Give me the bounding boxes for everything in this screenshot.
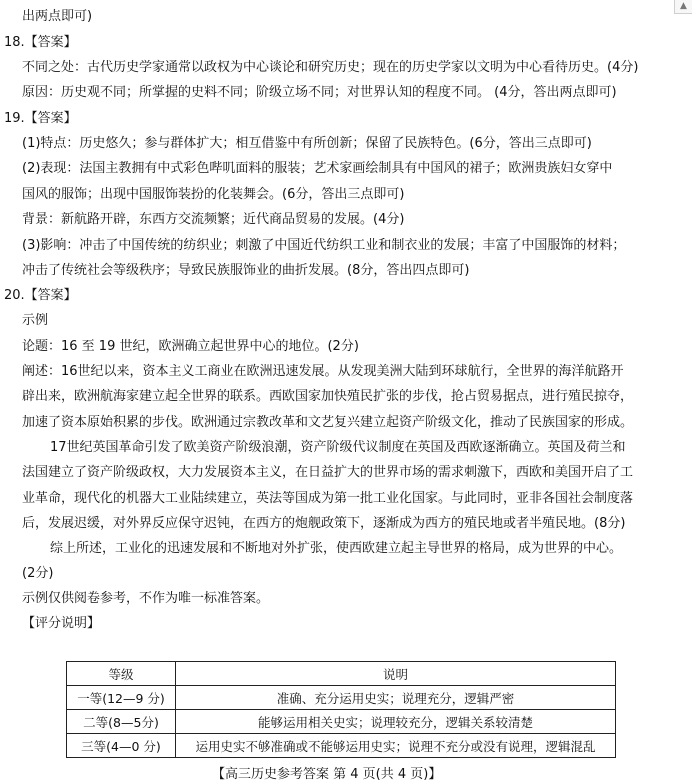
scoring-notes-heading: 【评分说明】	[22, 616, 101, 631]
text-line: 背景：新航路开辟，东西方交流频繁；近代商品贸易的发展。(4分)	[22, 212, 405, 227]
question-18-heading: 18.【答案】	[4, 35, 77, 50]
text-line: 辟出来，欧洲航海家建立起全世界的联系。西欧国家加快殖民扩张的步伐，抢占贸易据点，进行殖民掠夺，	[22, 389, 634, 404]
table-cell-description: 运用史实不够准确或不能够运用史实；说理不充分或没有说理，逻辑混乱	[176, 734, 616, 758]
table-cell-description: 准确、充分运用史实；说理充分，逻辑严密	[176, 686, 616, 710]
text-line: 示例	[22, 313, 49, 328]
question-20-heading: 20.【答案】	[4, 288, 77, 303]
table-cell-description: 能够运用相关史实；说理较充分，逻辑关系较清楚	[176, 710, 616, 734]
table-header-cell: 等级	[67, 662, 176, 686]
text-line: 法国建立了资产阶级政权，大力发展资本主义，在日益扩大的世界市场的需求刺激下，西欧和美国开启了工	[22, 465, 634, 480]
text-line: 阐述：16世纪以来，资本主义工商业在欧洲迅速发展。从发现美洲大陆到环球航行，全世界的海洋航路开	[22, 364, 624, 379]
text-line: (1)特点：历史悠久；参与群体扩大；相互借鉴中有所创新；保留了民族特色。(6分，答出三点即可)	[22, 136, 592, 151]
question-19-heading: 19.【答案】	[4, 111, 77, 126]
text-line: 原因：历史观不同；所掌握的史料不同；阶级立场不同；对世界认知的程度不同。 (4分，答出两点即可)	[22, 85, 617, 100]
text-line: (2)表现：法国主教拥有中式彩色哔叽面料的服装；艺术家画绘制具有中国风的裙子；欧洲贵族妇女穿中	[22, 161, 613, 176]
text-line: (3)影响：冲击了中国传统的纺织业；刺激了中国近代纺织工业和制衣业的发展；丰富了中国服饰的材料；	[22, 238, 626, 253]
text-line: (2分)	[22, 566, 54, 581]
table-cell-grade: 二等(8—5分)	[67, 710, 176, 734]
page-footer: 【高三历史参考答案 第 4 页(共 4 页)】	[212, 767, 442, 782]
table-row	[67, 710, 616, 734]
table-header-row	[67, 662, 616, 686]
text-line: 国风的服饰；出现中国服饰装扮的化装舞会。(6分，答出三点即可)	[22, 187, 405, 202]
scoring-table	[66, 661, 616, 758]
table-header-cell: 说明	[176, 662, 616, 686]
text-line: 综上所述，工业化的迅速发展和不断地对外扩张，使西欧建立起主导世界的格局，成为世界的中心。	[50, 541, 623, 556]
text-line: 业革命，现代化的机器大工业陆续建立，英法等国成为第一批工业化国家。与此同时，亚非各国社会制度落	[22, 491, 634, 506]
text-line: 后，发展迟缓，对外界反应保守迟钝，在西方的炮舰政策下，逐渐成为西方的殖民地或者半殖民地。(8分)	[22, 516, 626, 531]
table-row	[67, 734, 616, 758]
text-line: 出两点即可)	[22, 9, 93, 24]
text-line: 加速了资本原始积累的步伐。欧洲通过宗教改革和文艺复兴建立起资产阶级文化，推动了民族国家的形成。	[22, 415, 634, 430]
text-line: 17世纪英国革命引发了欧美资产阶级浪潮，资产阶级代议制度在英国及西欧逐渐确立。英国及荷兰和	[50, 440, 626, 455]
text-line: 论题：16 至 19 世纪，欧洲确立起世界中心的地位。(2分)	[22, 339, 359, 354]
text-line: 不同之处：古代历史学家通常以政权为中心谈论和研究历史；现在的历史学家以文明为中心看待历史。(4分)	[22, 60, 639, 75]
table-row	[67, 686, 616, 710]
table-cell-grade: 一等(12—9 分)	[67, 686, 176, 710]
table-cell-grade: 三等(4—0 分)	[67, 734, 176, 758]
text-line: 冲击了传统社会等级秩序；导致民族服饰业的曲折发展。(8分，答出四点即可)	[22, 263, 470, 278]
corner-scroll-button[interactable]: ▲	[674, 0, 692, 14]
text-line: 示例仅供阅卷参考，不作为唯一标准答案。	[22, 591, 270, 606]
